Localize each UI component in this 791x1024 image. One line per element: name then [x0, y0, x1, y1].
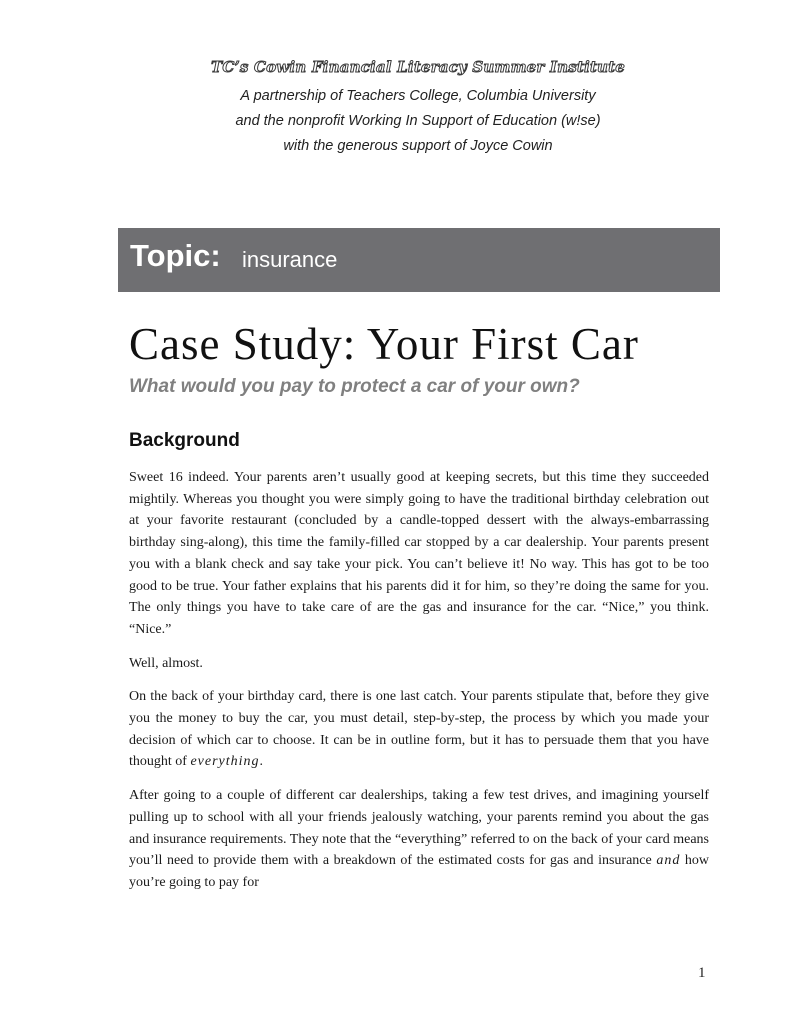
background-paragraph-2: Well, almost. [129, 655, 203, 671]
case-study-title: Case Study: Your First Car [129, 319, 639, 369]
paragraph-4-text: After going to a couple of different car dealerships, taking a few test drives, and imagining yourself pulling up to school with all your friends jealously watching, your parents remind you about the gas and insurance requirements. They note that the “everything” referred to on the back of your card means you’ll need to provide them with a breakdown of the estimated costs for gas and insurance [129, 788, 709, 869]
partnership-line-1: A partnership of Teachers College, Columbia University [240, 88, 596, 104]
case-study-subtitle: What would you pay to protect a car of your own? [129, 376, 580, 397]
paragraph-4-end: how you’re going to pay for [129, 853, 709, 890]
paragraph-3-end: . [259, 754, 264, 770]
partnership-line-2: and the nonprofit Working In Support of Education (w!se) [235, 113, 601, 129]
emphasis-and: and [656, 853, 681, 869]
partnership-line-3: with the generous support of Joyce Cowin [283, 138, 553, 154]
background-paragraph-3 [129, 686, 709, 773]
topic-label: Topic: [130, 238, 221, 273]
paragraph-3-text: On the back of your birthday card, there is one last catch. Your parents stipulate that, before they give you the money to buy the car, you must detail, step-by-step, the process by which you made your decision of which car to choose. It can be in outline form, but it has to persuade them that you have thought of [129, 689, 709, 770]
document-header [0, 58, 791, 159]
page-number: 1 [698, 965, 706, 981]
background-body [129, 467, 709, 906]
background-paragraph-4 [129, 785, 709, 894]
topic-value: insurance [242, 247, 338, 272]
topic-banner [118, 228, 720, 292]
institute-title: TC’s Cowin Financial Literacy Summer Institute [210, 58, 626, 76]
background-paragraph-1: Sweet 16 indeed. Your parents aren’t usually good at keeping secrets, but this time they succeeded mightily. Whereas you thought you were simply going to have the traditional birthday celebration out at your favorite restaurant (concluded by a candle-topped dessert with the always-embarrassing birthday sing-along), this time the family-filled car stopped by a car dealership. Your parents present you with a blank check and say take your pick. You can’t believe it! No way. This has got to be too good to be true. Your father explains that his parents did it for him, so they’re doing the same for you. The only things you have to take care of are the gas and insurance for the car. “Nice,” you think. “Nice.” [129, 470, 709, 637]
background-heading: Background [129, 430, 240, 451]
emphasis-everything: everything [190, 754, 260, 770]
